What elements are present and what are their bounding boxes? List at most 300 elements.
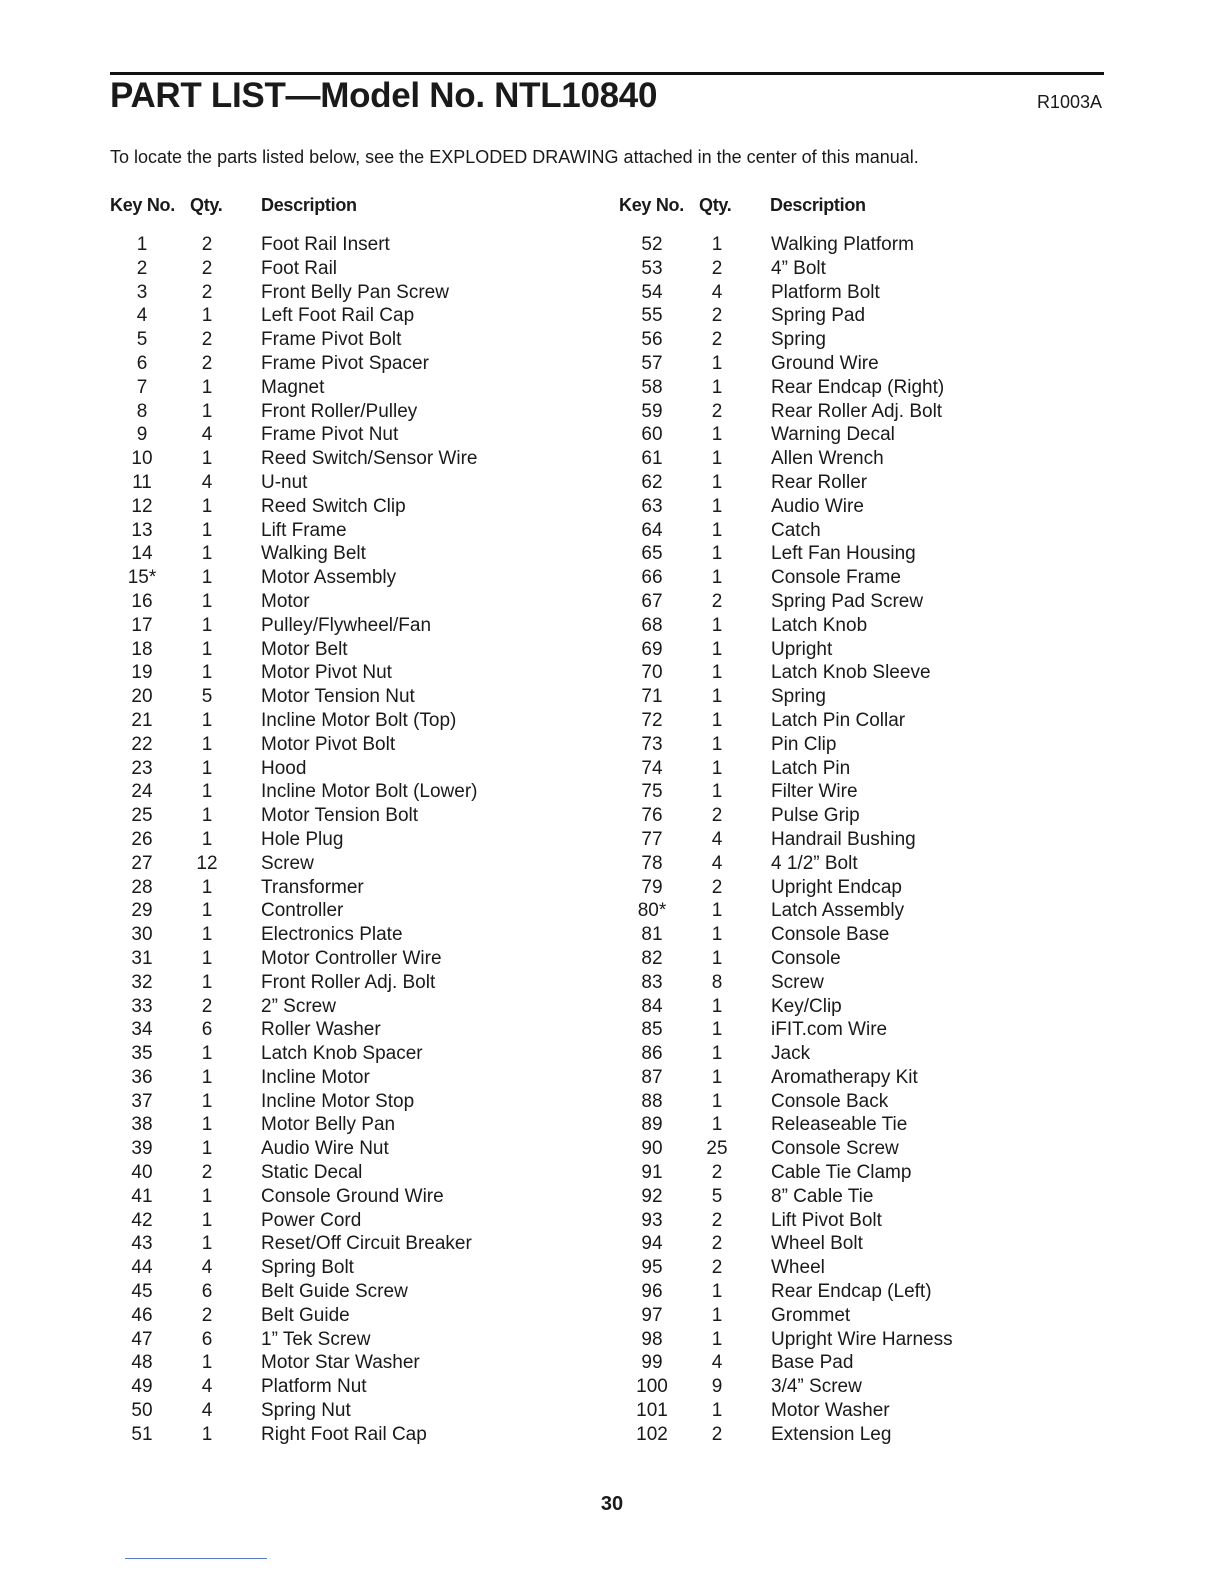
- part-description: Console Base: [771, 924, 890, 946]
- part-description: Magnet: [261, 376, 325, 398]
- part-qty: 1: [711, 1114, 723, 1136]
- part-key-no: 11: [132, 471, 152, 493]
- part-key-no: 1: [136, 234, 148, 255]
- part-key-no: 94: [641, 1233, 663, 1255]
- part-description: Motor Washer: [771, 1400, 890, 1422]
- part-key-no: 76: [641, 805, 663, 827]
- part-qty: 2: [711, 805, 723, 827]
- part-description: Console Screw: [771, 1138, 899, 1160]
- part-key-no: 80*: [637, 900, 667, 922]
- part-description: Catch: [771, 519, 821, 541]
- part-key-no: 44: [131, 1257, 153, 1279]
- part-qty: 2: [201, 352, 213, 374]
- part-key-no: 22: [131, 733, 153, 755]
- part-qty: 1: [201, 614, 213, 636]
- part-qty: 2: [711, 400, 723, 422]
- part-key-no: 90: [641, 1138, 663, 1160]
- part-description: Rear Roller: [771, 471, 868, 493]
- part-qty: 1: [711, 448, 723, 470]
- part-key-no: 59: [641, 400, 663, 422]
- part-description: Pin Clip: [771, 733, 837, 755]
- part-description: Filter Wire: [771, 781, 858, 803]
- part-key-no: 70: [641, 662, 663, 684]
- part-key-no: 35: [131, 1043, 153, 1065]
- part-qty: 1: [201, 1233, 213, 1255]
- part-qty: 2: [711, 1257, 723, 1279]
- part-qty: 2: [201, 329, 213, 351]
- part-qty: 1: [711, 900, 723, 922]
- part-key-no: 10: [131, 448, 153, 470]
- part-qty: 25: [706, 1138, 728, 1160]
- part-key-no: 91: [641, 1162, 663, 1184]
- part-qty: 1: [201, 1185, 213, 1207]
- part-key-no: 58: [641, 376, 663, 398]
- part-description: Static Decal: [261, 1162, 363, 1184]
- part-qty: 9: [711, 1376, 723, 1398]
- part-qty: 1: [711, 1281, 723, 1303]
- part-qty: 1: [201, 781, 213, 803]
- part-description: Spring Nut: [261, 1400, 351, 1422]
- part-description: Console Frame: [771, 567, 901, 589]
- part-qty: 1: [711, 614, 723, 636]
- part-qty: 2: [201, 234, 213, 255]
- qty-header-right: Qty.: [699, 195, 732, 215]
- part-qty: 1: [711, 1043, 723, 1065]
- part-qty: 4: [201, 424, 213, 446]
- part-description: Right Foot Rail Cap: [261, 1423, 427, 1445]
- part-key-no: 87: [641, 1066, 663, 1088]
- part-key-no: 98: [641, 1328, 663, 1350]
- part-description: Lift Pivot Bolt: [771, 1209, 882, 1231]
- part-description: Controller: [261, 900, 344, 922]
- part-key-no: 23: [131, 757, 153, 779]
- part-qty: 1: [711, 1066, 723, 1088]
- part-description: Releaseable Tie: [771, 1114, 908, 1136]
- part-qty: 1: [711, 234, 723, 255]
- part-key-no: 102: [636, 1423, 668, 1445]
- part-description: Electronics Plate: [261, 924, 403, 946]
- part-key-no: 6: [136, 352, 148, 374]
- part-description: Incline Motor Stop: [261, 1090, 415, 1112]
- part-description: Spring Pad Screw: [771, 590, 924, 612]
- part-key-no: 45: [131, 1281, 153, 1303]
- part-qty: 2: [201, 281, 213, 303]
- part-qty: 1: [201, 971, 213, 993]
- part-key-no: 95: [641, 1257, 663, 1279]
- description-header-left: Description: [261, 195, 357, 215]
- part-key-no: 75: [641, 781, 663, 803]
- part-description: 1” Tek Screw: [261, 1328, 371, 1350]
- part-qty: 1: [711, 352, 723, 374]
- part-qty: 1: [201, 900, 213, 922]
- part-key-no: 31: [131, 947, 153, 969]
- part-key-no: 55: [641, 305, 663, 327]
- part-qty: 1: [711, 1019, 723, 1041]
- part-description: Audio Wire: [771, 495, 864, 517]
- part-key-no: 13: [131, 519, 153, 541]
- part-key-no: 99: [641, 1352, 663, 1374]
- part-description: Lift Frame: [261, 519, 347, 541]
- part-key-no: 14: [131, 543, 153, 565]
- part-description: Spring Bolt: [261, 1257, 354, 1279]
- part-description: Wheel Bolt: [771, 1233, 863, 1255]
- part-description: Walking Belt: [261, 543, 366, 565]
- part-description: Latch Assembly: [771, 900, 905, 922]
- part-key-no: 8: [136, 400, 148, 422]
- part-key-no: 64: [641, 519, 663, 541]
- part-qty: 1: [201, 1423, 213, 1445]
- part-description: Hole Plug: [261, 828, 344, 850]
- part-key-no: 34: [131, 1019, 153, 1041]
- part-key-no: 19: [131, 662, 153, 684]
- part-key-no: 24: [131, 781, 153, 803]
- part-key-no: 63: [641, 495, 663, 517]
- part-description: Console: [771, 947, 841, 969]
- part-description: Pulse Grip: [771, 805, 860, 827]
- part-qty: 1: [711, 709, 723, 731]
- part-key-no: 43: [131, 1233, 153, 1255]
- part-description: Reset/Off Circuit Breaker: [261, 1233, 472, 1255]
- part-qty: 1: [711, 471, 723, 493]
- part-description: 8” Cable Tie: [771, 1185, 874, 1207]
- part-description: Motor Assembly: [261, 567, 397, 589]
- part-description: U-nut: [261, 471, 308, 493]
- description-header-right: Description: [770, 195, 866, 215]
- part-description: Platform Nut: [261, 1376, 367, 1398]
- part-qty: 1: [201, 519, 213, 541]
- part-description: Console Ground Wire: [261, 1185, 444, 1207]
- part-description: Motor Pivot Nut: [261, 662, 392, 684]
- part-key-no: 30: [131, 924, 153, 946]
- part-description: Warning Decal: [771, 424, 895, 446]
- part-qty: 1: [201, 1114, 213, 1136]
- part-qty: 1: [201, 805, 213, 827]
- part-key-no: 4: [136, 305, 148, 327]
- part-key-no: 65: [641, 543, 663, 565]
- part-description: iFIT.com Wire: [771, 1019, 888, 1041]
- part-description: Front Belly Pan Screw: [261, 281, 449, 303]
- part-qty: 6: [201, 1281, 213, 1303]
- part-description: Motor Controller Wire: [261, 947, 442, 969]
- part-description: Reed Switch/Sensor Wire: [261, 448, 478, 470]
- part-qty: 2: [201, 1162, 213, 1184]
- part-description: Reed Switch Clip: [261, 495, 406, 517]
- part-key-no: 84: [641, 995, 663, 1017]
- part-key-no: 33: [131, 995, 153, 1017]
- part-qty: 1: [201, 376, 213, 398]
- part-description: Front Roller Adj. Bolt: [261, 971, 436, 993]
- part-qty: 1: [711, 947, 723, 969]
- part-qty: 5: [711, 1185, 723, 1207]
- part-key-no: 78: [641, 852, 663, 874]
- part-description: Latch Knob Spacer: [261, 1043, 423, 1065]
- part-qty: 2: [711, 1233, 723, 1255]
- part-description: Ground Wire: [771, 352, 879, 374]
- part-key-no: 29: [131, 900, 153, 922]
- part-qty: 1: [711, 781, 723, 803]
- part-qty: 1: [201, 709, 213, 731]
- part-description: Aromatherapy Kit: [771, 1066, 918, 1088]
- part-description: 2” Screw: [261, 995, 336, 1017]
- part-key-no: 66: [641, 567, 663, 589]
- part-qty: 1: [711, 757, 723, 779]
- part-key-no: 69: [641, 638, 663, 660]
- key-no-header-left: Key No.: [110, 195, 175, 215]
- part-qty: 6: [201, 1019, 213, 1041]
- part-key-no: 49: [131, 1376, 153, 1398]
- part-qty: 4: [201, 1400, 213, 1422]
- part-qty: 1: [201, 638, 213, 660]
- part-qty: 1: [201, 1138, 213, 1160]
- part-key-no: 73: [641, 733, 663, 755]
- part-qty: 1: [201, 495, 213, 517]
- part-key-no: 27: [131, 852, 153, 874]
- part-qty: 1: [711, 519, 723, 541]
- part-key-no: 3: [136, 281, 148, 303]
- part-description: Rear Endcap (Left): [771, 1281, 932, 1303]
- part-qty: 12: [196, 852, 218, 874]
- part-qty: 6: [201, 1328, 213, 1350]
- part-qty: 2: [711, 1423, 723, 1445]
- part-key-no: 9: [136, 424, 148, 446]
- part-qty: 2: [201, 257, 213, 279]
- part-key-no: 53: [641, 257, 663, 279]
- part-qty: 4: [711, 1352, 723, 1374]
- part-qty: 2: [711, 329, 723, 351]
- part-qty: 1: [201, 947, 213, 969]
- part-qty: 1: [711, 638, 723, 660]
- part-key-no: 42: [131, 1209, 153, 1231]
- footer-link-line: [125, 1558, 267, 1559]
- part-qty: 2: [711, 876, 723, 898]
- part-key-no: 25: [131, 805, 153, 827]
- part-key-no: 28: [131, 876, 153, 898]
- part-key-no: 72: [641, 709, 663, 731]
- part-description: Motor Belly Pan: [261, 1114, 396, 1136]
- part-key-no: 12: [131, 495, 153, 517]
- part-description: Handrail Bushing: [771, 828, 916, 850]
- part-qty: 4: [201, 1376, 213, 1398]
- part-description: Left Foot Rail Cap: [261, 305, 415, 327]
- part-qty: 1: [201, 733, 213, 755]
- part-qty: 1: [201, 828, 213, 850]
- part-key-no: 48: [131, 1352, 153, 1374]
- part-qty: 1: [711, 662, 723, 684]
- part-qty: 1: [201, 305, 213, 327]
- part-key-no: 52: [641, 234, 663, 255]
- part-description: Extension Leg: [771, 1423, 892, 1445]
- part-qty: 4: [711, 852, 723, 874]
- part-description: Upright: [771, 638, 833, 660]
- part-qty: 1: [711, 495, 723, 517]
- part-description: Rear Roller Adj. Bolt: [771, 400, 943, 422]
- part-description: Motor Pivot Bolt: [261, 733, 396, 755]
- part-description: 4 1/2” Bolt: [771, 852, 858, 874]
- part-description: 3/4” Screw: [771, 1376, 862, 1398]
- part-description: Audio Wire Nut: [261, 1138, 389, 1160]
- part-qty: 1: [711, 567, 723, 589]
- part-qty: 2: [711, 1209, 723, 1231]
- part-qty: 1: [201, 590, 213, 612]
- part-description: Foot Rail Insert: [261, 234, 390, 255]
- part-key-no: 82: [641, 947, 663, 969]
- part-qty: 2: [711, 1162, 723, 1184]
- part-qty: 1: [201, 1352, 213, 1374]
- part-key-no: 100: [636, 1376, 668, 1398]
- part-key-no: 86: [641, 1043, 663, 1065]
- part-key-no: 88: [641, 1090, 663, 1112]
- part-qty: 1: [711, 424, 723, 446]
- page-title: PART LIST—Model No. NTL10840: [110, 76, 658, 115]
- page-number: 30: [600, 1493, 624, 1515]
- part-key-no: 41: [131, 1185, 153, 1207]
- part-description: Allen Wrench: [771, 448, 884, 470]
- part-description: Screw: [261, 852, 314, 874]
- part-key-no: 57: [641, 352, 663, 374]
- part-qty: 2: [201, 995, 213, 1017]
- part-description: Spring: [771, 686, 826, 708]
- part-description: Front Roller/Pulley: [261, 400, 418, 422]
- part-description: Latch Knob: [771, 614, 868, 636]
- key-no-header-right: Key No.: [619, 195, 684, 215]
- part-qty: 5: [201, 686, 213, 708]
- part-description: Spring Pad: [771, 305, 866, 327]
- title-rule: [110, 72, 1104, 75]
- part-qty: 1: [711, 1400, 723, 1422]
- part-qty: 1: [711, 995, 723, 1017]
- part-key-no: 89: [641, 1114, 663, 1136]
- part-description: Motor: [261, 590, 310, 612]
- part-description: Belt Guide: [261, 1304, 350, 1326]
- part-key-no: 54: [641, 281, 663, 303]
- part-description: Upright Wire Harness: [771, 1328, 953, 1350]
- part-description: Latch Pin Collar: [771, 709, 906, 731]
- part-key-no: 50: [131, 1400, 153, 1422]
- part-description: Frame Pivot Bolt: [261, 329, 402, 351]
- part-key-no: 26: [131, 828, 153, 850]
- part-key-no: 21: [131, 709, 153, 731]
- part-key-no: 92: [641, 1185, 663, 1207]
- part-key-no: 40: [131, 1162, 153, 1184]
- part-description: 4” Bolt: [771, 257, 826, 279]
- part-qty: 2: [201, 1304, 213, 1326]
- part-qty: 4: [711, 828, 723, 850]
- part-key-no: 93: [641, 1209, 663, 1231]
- part-qty: 1: [201, 567, 213, 589]
- part-key-no: 56: [641, 329, 663, 351]
- part-qty: 1: [711, 1090, 723, 1112]
- part-qty: 1: [201, 876, 213, 898]
- part-description: Belt Guide Screw: [261, 1281, 408, 1303]
- part-key-no: 5: [136, 329, 148, 351]
- part-qty: 1: [201, 1066, 213, 1088]
- part-qty: 1: [711, 733, 723, 755]
- part-description: Transformer: [261, 876, 364, 898]
- qty-header-left: Qty.: [190, 195, 223, 215]
- part-key-no: 20: [131, 686, 153, 708]
- intro-text: To locate the parts listed below, see the EXPLODED DRAWING attached in the center of this manual.: [110, 147, 919, 167]
- part-description: Left Fan Housing: [771, 543, 916, 565]
- document-code: R1003A: [1036, 92, 1102, 112]
- part-description: Rear Endcap (Right): [771, 376, 945, 398]
- part-description: Wheel: [771, 1257, 825, 1279]
- part-qty: 2: [711, 305, 723, 327]
- part-description: Latch Pin: [771, 757, 851, 779]
- part-key-no: 16: [131, 590, 153, 612]
- part-description: Hood: [261, 757, 307, 779]
- part-description: Walking Platform: [771, 234, 914, 255]
- part-description: Roller Washer: [261, 1019, 381, 1041]
- part-key-no: 79: [641, 876, 663, 898]
- part-qty: 1: [201, 924, 213, 946]
- part-description: Screw: [771, 971, 824, 993]
- part-qty: 2: [711, 257, 723, 279]
- part-qty: 2: [711, 590, 723, 612]
- part-key-no: 2: [136, 257, 148, 279]
- part-key-no: 62: [641, 471, 663, 493]
- part-description: Incline Motor: [261, 1066, 370, 1088]
- part-qty: 1: [201, 543, 213, 565]
- part-qty: 1: [711, 543, 723, 565]
- part-key-no: 67: [641, 590, 663, 612]
- part-key-no: 96: [641, 1281, 663, 1303]
- part-qty: 4: [201, 471, 213, 493]
- part-description: Foot Rail: [261, 257, 338, 279]
- part-qty: 1: [201, 400, 213, 422]
- part-description: Frame Pivot Spacer: [261, 352, 429, 374]
- part-qty: 1: [711, 1328, 723, 1350]
- part-key-no: 74: [641, 757, 663, 779]
- part-description: Base Pad: [771, 1352, 854, 1374]
- part-key-no: 37: [131, 1090, 153, 1112]
- part-description: Pulley/Flywheel/Fan: [261, 614, 432, 636]
- part-description: Upright Endcap: [771, 876, 902, 898]
- part-key-no: 60: [641, 424, 663, 446]
- part-description: Power Cord: [261, 1209, 362, 1231]
- part-key-no: 17: [131, 614, 153, 636]
- part-qty: 1: [711, 924, 723, 946]
- part-description: Motor Tension Bolt: [261, 805, 419, 827]
- part-key-no: 97: [641, 1304, 663, 1326]
- part-key-no: 18: [131, 638, 153, 660]
- part-description: Motor Star Washer: [261, 1352, 420, 1374]
- part-key-no: 61: [641, 448, 663, 470]
- part-key-no: 47: [131, 1328, 153, 1350]
- part-description: Grommet: [771, 1304, 851, 1326]
- part-description: Motor Belt: [261, 638, 348, 660]
- part-key-no: 83: [641, 971, 663, 993]
- part-qty: 1: [201, 1209, 213, 1231]
- part-qty: 1: [201, 1090, 213, 1112]
- part-qty: 8: [711, 971, 723, 993]
- part-qty: 1: [711, 376, 723, 398]
- part-key-no: 15*: [127, 567, 157, 589]
- part-description: Spring: [771, 329, 826, 351]
- part-key-no: 101: [636, 1400, 668, 1422]
- part-key-no: 46: [131, 1304, 153, 1326]
- part-key-no: 77: [641, 828, 663, 850]
- part-description: Incline Motor Bolt (Top): [261, 709, 457, 731]
- part-key-no: 36: [131, 1066, 153, 1088]
- part-description: Cable Tie Clamp: [771, 1162, 912, 1184]
- part-description: Key/Clip: [771, 995, 842, 1017]
- part-description: Console Back: [771, 1090, 889, 1112]
- part-key-no: 38: [131, 1114, 153, 1136]
- part-key-no: 32: [131, 971, 153, 993]
- part-key-no: 68: [641, 614, 663, 636]
- part-qty: 1: [711, 1304, 723, 1326]
- part-key-no: 85: [641, 1019, 663, 1041]
